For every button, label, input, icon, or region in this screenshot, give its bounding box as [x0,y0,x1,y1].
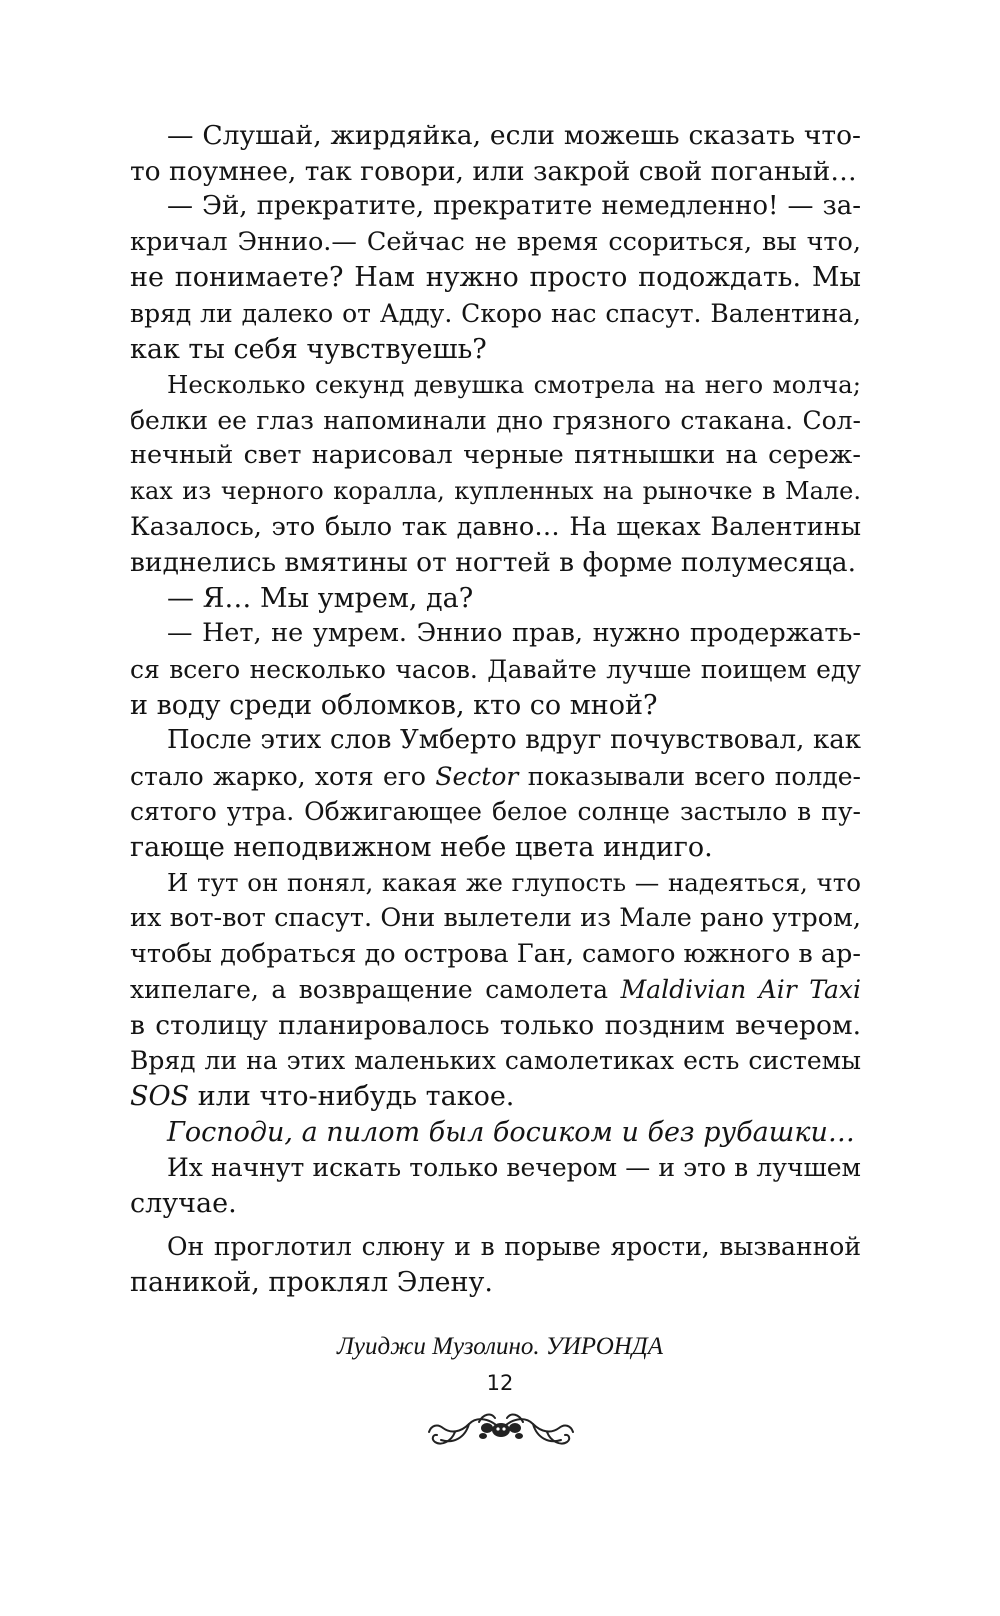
paragraph [130,189,861,367]
text-line: — Я… Мы умрем, да? [167,582,474,614]
text-line: случае. [130,1187,237,1219]
page-number: 12 [486,1371,514,1395]
paragraph [130,723,861,865]
text-line: в столицу планировалось только поздним вечером. [130,1009,861,1041]
text-line: Вряд ли на этих маленьких самолетиках есть системы [130,1046,861,1076]
text-run: хипелаге, а возвращение самолета [130,975,621,1005]
text-line: сятого утра. Обжигающее белое солнце застыло в пу- [130,797,861,827]
text-line: паникой, проклял Элену. [130,1267,493,1298]
text-line: Их начнут искать только вечером — и это в лучшем [167,1153,861,1183]
text-line: их вот-вот спасут. Они вылетели из Мале рано утром, [130,903,861,934]
text-line: Он проглотил слюну и в порыве ярости, вызванной [167,1232,861,1262]
italic-text-run: Sector [435,761,519,791]
paragraph [130,118,861,189]
text-line [130,1115,861,1151]
floral-ornament-icon [425,1404,577,1456]
italic-text-run: SOS [130,1081,190,1113]
text-line [130,759,861,795]
paragraph [130,865,861,1114]
paragraph [130,367,861,581]
text-line: то поумнее, так говори, или закрой свой поганый… [130,155,857,187]
text-line: вряд ли далеко от Адду. Скоро нас спасут. Валентина, [130,298,861,328]
text-line: как ты себя чувствуешь? [130,333,487,365]
text-line: И тут он понял, какая же глупость — надеяться, что [167,868,861,898]
text-line: — Слушай, жирдяйка, если можешь сказать что- [167,120,861,151]
text-line: ках из черного коралла, купленных на рыночке в Мале. [130,476,861,505]
text-line: — Нет, не умрем. Эннио прав, нужно продержать- [167,618,861,649]
text-line: кричал Эннио.— Сейчас не время ссориться, вы что, [130,226,861,257]
paragraph [130,1115,861,1151]
italic-text-run: Господи, а пилот был босиком и без рубашки… [167,1116,855,1148]
text-line: Казалось, это было так давно… На щеках Валентины [130,511,861,542]
text-line: нечный свет нарисовал черные пятнышки на сереж- [130,440,861,471]
text-line: После этих слов Умберто вдруг почувствовал, как [167,725,861,756]
text-line: ся всего несколько часов. Давайте лучше поищем еду [130,654,861,684]
paragraph [130,1150,861,1221]
text-line: не понимаете? Нам нужно просто подождать. Мы [130,262,861,294]
italic-text-run: Maldivian Air Taxi [620,975,861,1005]
paragraph [130,581,861,617]
paragraph-gap [130,1221,861,1229]
text-line: гающе неподвижном небе цвета индиго. [130,831,713,863]
text-run: показывали всего полде- [518,761,861,791]
text-line: белки ее глаз напоминали дно грязного стакана. Сол- [130,405,861,435]
text-line: Несколько секунд девушка смотрела на него молча; [167,370,861,400]
text-run: стало жарко, хотя его [130,761,436,791]
text-line: и воду среди обломков, кто со мной? [130,689,658,721]
paragraph [130,1229,861,1300]
text-line: — Эй, прекратите, прекратите немедленно! — за- [167,191,861,222]
text-line [130,972,861,1008]
text-line: виднелись вмятины от ногтей в форме полумесяца. [130,547,857,579]
text-run: или что-нибудь такое. [189,1081,515,1113]
text-line: чтобы добраться до острова Ган, самого южного в ар- [130,938,861,969]
page-body [130,118,861,1301]
running-title: Луиджи Музолино. УИРОНДА [337,1333,663,1360]
text-line [130,1079,861,1115]
paragraph [130,616,861,723]
